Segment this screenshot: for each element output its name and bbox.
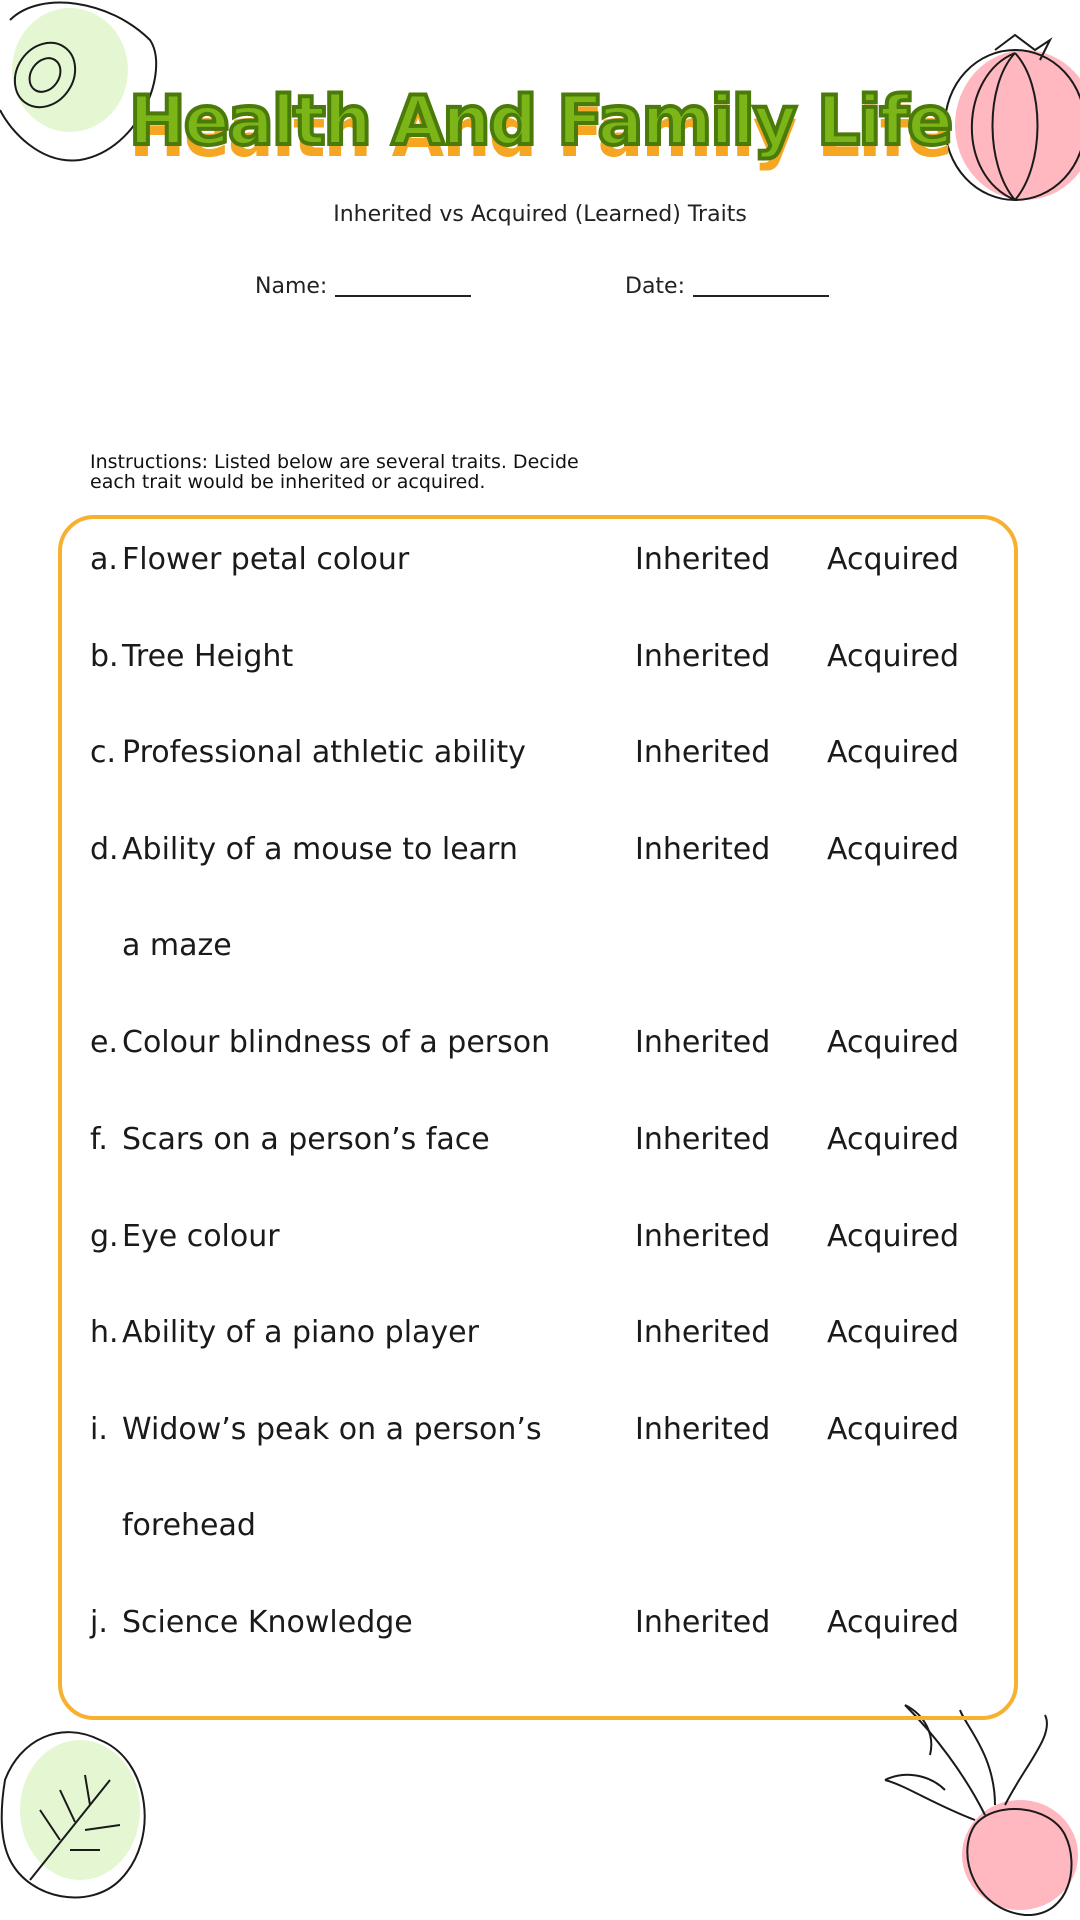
trait-letter: f. <box>90 1122 108 1157</box>
trait-letter: a. <box>90 542 118 577</box>
acquired-option[interactable]: Acquired <box>827 1412 960 1447</box>
acquired-option[interactable]: Acquired <box>827 1605 960 1640</box>
trait-text: Widow’s peak on a person’s <box>122 1412 542 1447</box>
trait-text-continued: forehead <box>122 1508 256 1543</box>
trait-text: Tree Height <box>122 639 294 674</box>
inherited-option[interactable]: Inherited <box>635 1315 771 1350</box>
acquired-option[interactable]: Acquired <box>827 735 960 770</box>
page-subtitle: Inherited vs Acquired (Learned) Traits <box>333 202 747 227</box>
trait-letter: e. <box>90 1025 118 1060</box>
acquired-option[interactable]: Acquired <box>827 1025 960 1060</box>
instructions <box>90 452 610 492</box>
acquired-option[interactable]: Acquired <box>827 542 960 577</box>
inherited-option[interactable]: Inherited <box>635 639 771 674</box>
trait-row <box>90 637 990 677</box>
date-field[interactable] <box>625 274 829 299</box>
trait-letter: j. <box>90 1605 108 1640</box>
trait-letter: c. <box>90 735 117 770</box>
trait-text: Flower petal colour <box>122 542 410 577</box>
trait-row <box>90 540 990 580</box>
trait-text-continued: a maze <box>122 928 232 963</box>
beet-icon <box>875 1695 1080 1920</box>
inherited-option[interactable]: Inherited <box>635 1605 771 1640</box>
trait-row <box>90 733 990 773</box>
instructions-line-2: each trait would be inherited or acquired. <box>90 471 486 493</box>
trait-text: Ability of a mouse to learn <box>122 832 518 867</box>
inherited-option[interactable]: Inherited <box>635 1025 771 1060</box>
acquired-option[interactable]: Acquired <box>827 1315 960 1350</box>
acquired-option[interactable]: Acquired <box>827 639 960 674</box>
acquired-option[interactable]: Acquired <box>827 1122 960 1157</box>
trait-row <box>90 1410 990 1450</box>
instructions-line-1: Instructions: Listed below are several traits. Decide <box>90 451 579 473</box>
name-field[interactable] <box>255 274 471 299</box>
page-title: Health And Family Life <box>128 82 952 161</box>
trait-letter: d. <box>90 832 119 867</box>
inherited-option[interactable]: Inherited <box>635 1219 771 1254</box>
trait-row <box>90 1217 990 1257</box>
date-label: Date: <box>625 274 685 299</box>
name-blank-line[interactable] <box>335 275 471 297</box>
trait-letter: i. <box>90 1412 108 1447</box>
trait-text: Science Knowledge <box>122 1605 413 1640</box>
trait-letter: h. <box>90 1315 119 1350</box>
inherited-option[interactable]: Inherited <box>635 832 771 867</box>
inherited-option[interactable]: Inherited <box>635 1412 771 1447</box>
trait-text: Professional athletic ability <box>122 735 526 770</box>
lettuce-icon <box>0 1700 160 1920</box>
trait-row <box>90 1313 990 1353</box>
trait-row <box>90 1603 990 1643</box>
trait-letter: b. <box>90 639 119 674</box>
name-label: Name: <box>255 274 328 299</box>
trait-text: Colour blindness of a person <box>122 1025 551 1060</box>
trait-letter: g. <box>90 1219 119 1254</box>
inherited-option[interactable]: Inherited <box>635 542 771 577</box>
trait-text: Scars on a person’s face <box>122 1122 490 1157</box>
acquired-option[interactable]: Acquired <box>827 1219 960 1254</box>
date-blank-line[interactable] <box>693 275 829 297</box>
acquired-option[interactable]: Acquired <box>827 832 960 867</box>
trait-row <box>90 830 990 870</box>
trait-text: Ability of a piano player <box>122 1315 479 1350</box>
inherited-option[interactable]: Inherited <box>635 1122 771 1157</box>
trait-row <box>90 1023 990 1063</box>
trait-text: Eye colour <box>122 1219 280 1254</box>
inherited-option[interactable]: Inherited <box>635 735 771 770</box>
trait-row <box>90 1120 990 1160</box>
